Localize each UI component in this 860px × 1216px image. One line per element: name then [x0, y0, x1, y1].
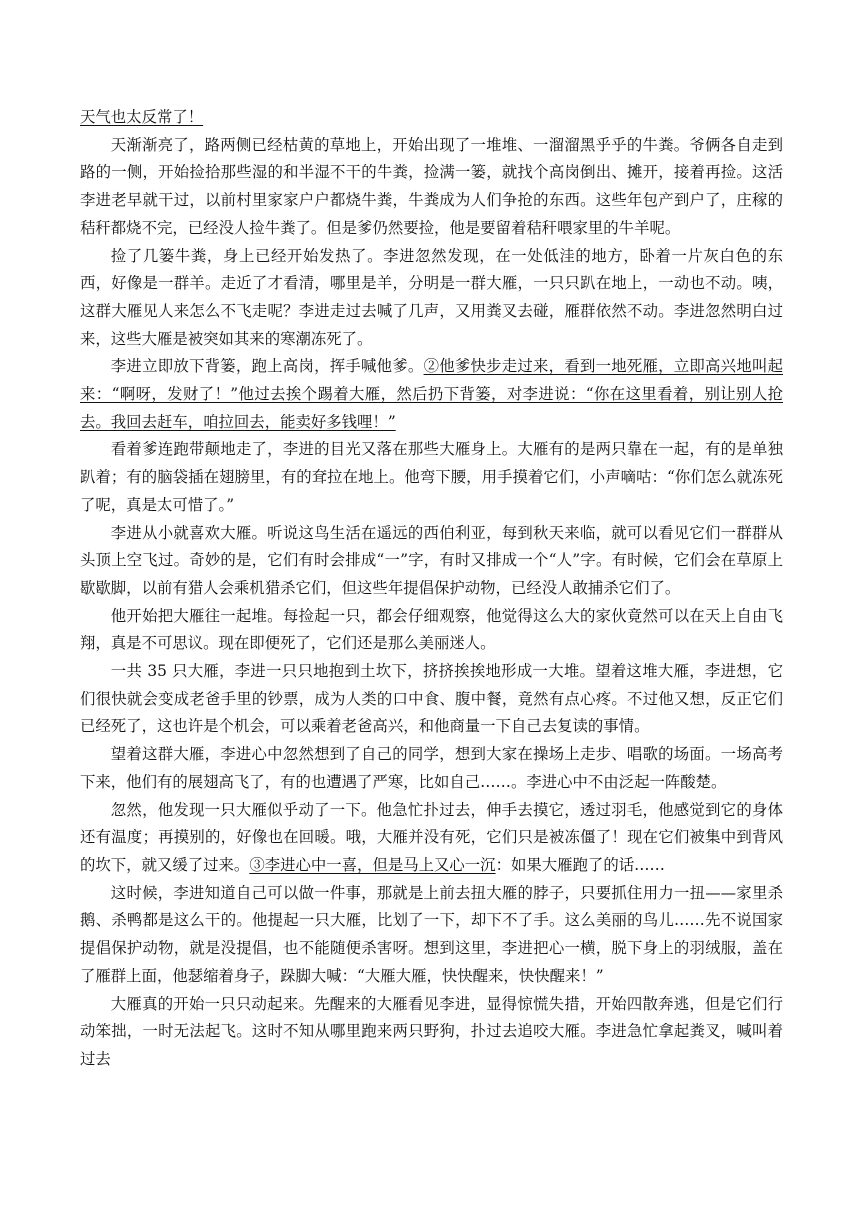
- paragraph-text: 李进立即放下背篓，跑上高岗，挥手喊他爹。: [110, 357, 424, 376]
- paragraph: [80, 797, 783, 880]
- paragraph: [80, 243, 783, 354]
- paragraph-text: 看着爹连跑带颠地走了，李进的目光又落在那些大雁身上。大雁有的是两只靠在一起，有的是单独趴着；有的脑袋插在翅膀里，有的耷拉在地上。他弯下腰，用手摸着它们，小声嘀咕：“你们怎么就冻死了呢，真是太可惜了。”: [80, 440, 783, 514]
- paragraph-text: 天渐渐亮了，路两侧已经枯黄的草地上，开始出现了一堆堆、一溜溜黑乎乎的牛粪。爷俩各自走到路的一侧，开始捡拾那些湿的和半湿不干的牛粪，捡满一篓，就找个高岗倒出、摊开，接着再捡。这活李进老早就干过，以前村里家家户户都烧牛粪，牛粪成为人们争抢的东西。这些年包产到户了，庄稼的秸秆都烧不完，已经没人捡牛粪了。但是爹仍然要捡，他是要留着秸秆喂家里的牛羊呢。: [80, 135, 783, 237]
- document-page: [80, 104, 783, 1074]
- paragraph-text: 他开始把大雁往一起堆。每捡起一只，都会仔细观察，他觉得这么大的家伙竟然可以在天上自由飞翔，真是不可思议。现在即便死了，它们还是那么美丽迷人。: [80, 606, 783, 653]
- paragraph: [80, 741, 783, 796]
- paragraph: [80, 658, 783, 741]
- paragraph-text: 望着这群大雁，李进心中忽然想到了自己的同学，想到大家在操场上走步、唱歌的场面。一场高考下来，他们有的展翅高飞了，有的也遭遇了严寒，比如自己……。李进心中不由泛起一阵酸楚。: [80, 745, 783, 791]
- paragraph-text: 忽然，他发现一只大雁似乎动了一下。他急忙扑过去，伸手去摸它，透过羽毛，他感觉到它的身体还有温度；再摸别的，好像也在回暖。哦，大雁并没有死，它们只是被冻僵了！现在它们被集中到背风的坎下，就又缓了过来。: [80, 800, 783, 874]
- paragraph: [80, 436, 783, 519]
- paragraph-list: [80, 132, 783, 1074]
- paragraph: [80, 132, 783, 243]
- paragraph: [80, 880, 783, 991]
- paragraph: [80, 353, 783, 436]
- paragraph-text: 李进从小就喜欢大雁。听说这鸟生活在遥远的西伯利亚，每到秋天来临，就可以看见它们一群群从头顶上空飞过。奇妙的是，它们有时会排成“一”字，有时又排成一个“人”字。有时候，它们会在草原上歇歇脚，以前有猎人会乘机猎杀它们，但这些年提倡保护动物，已经没人敢捕杀它们了。: [80, 523, 783, 597]
- underlined-sentence: ③李进心中一喜，但是马上又心一沉: [249, 855, 496, 874]
- paragraph-text: 这时候，李进知道自己可以做一件事，那就是上前去扭大雁的脖子，只要抓住用力一扭——家里杀鹅、杀鸭都是这么干的。他提起一只大雁，比划了一下，却下不了手。这么美丽的鸟儿……先不说国家提倡保护动物，就是没提倡，也不能随便杀害呀。想到这里，李进把心一横，脱下身上的羽绒服，盖在了雁群上面，他瑟缩着身子，跺脚大喊：“大雁大雁，快快醒来，快快醒来！”: [80, 883, 783, 985]
- paragraph: [80, 603, 783, 658]
- underlined-sentence: ②他爹快步走过来，看到一地死雁，立即高兴地叫起来：“啊呀，发财了！”他过去挨个踢着大雁，然后扔下背篓，对李进说：“你在这里看着，别让别人抢去。我回去赶车，咱拉回去，能卖好多钱哩！”: [80, 357, 783, 431]
- opening-line: [80, 104, 783, 132]
- paragraph-text: 大雁真的开始一只只动起来。先醒来的大雁看见李进，显得惊慌失措，开始四散奔逃，但是它们行动笨拙，一时无法起飞。这时不知从哪里跑来两只野狗，扑过去追咬大雁。李进急忙拿起粪叉，喊叫着过去: [80, 994, 783, 1068]
- paragraph: [80, 520, 783, 603]
- paragraph-text: ：如果大雁跑了的话……: [495, 855, 665, 874]
- underlined-sentence: 天气也太反常了！: [80, 108, 204, 126]
- paragraph-text: 捡了几篓牛粪，身上已经开始发热了。李进忽然发现，在一处低洼的地方，卧着一片灰白色的东西，好像是一群羊。走近了才看清，哪里是羊，分明是一群大雁，一只只趴在地上，一动也不动。咦，这群大雁见人来怎么不飞走呢？李进走过去喊了几声，又用粪叉去碰，雁群依然不动。李进忽然明白过来，这些大雁是被突如其来的寒潮冻死了。: [80, 246, 783, 348]
- paragraph-text: 一共 35 只大雁，李进一只只地抱到土坎下，挤挤挨挨地形成一大堆。望着这堆大雁，李进想，它们很快就会变成老爸手里的钞票，成为人类的口中食、腹中餐，竟然有点心疼。不过他又想，反正它们已经死了，这也许是个机会，可以乘着老爸高兴，和他商量一下自己去复读的事情。: [80, 662, 783, 736]
- paragraph: [80, 991, 783, 1074]
